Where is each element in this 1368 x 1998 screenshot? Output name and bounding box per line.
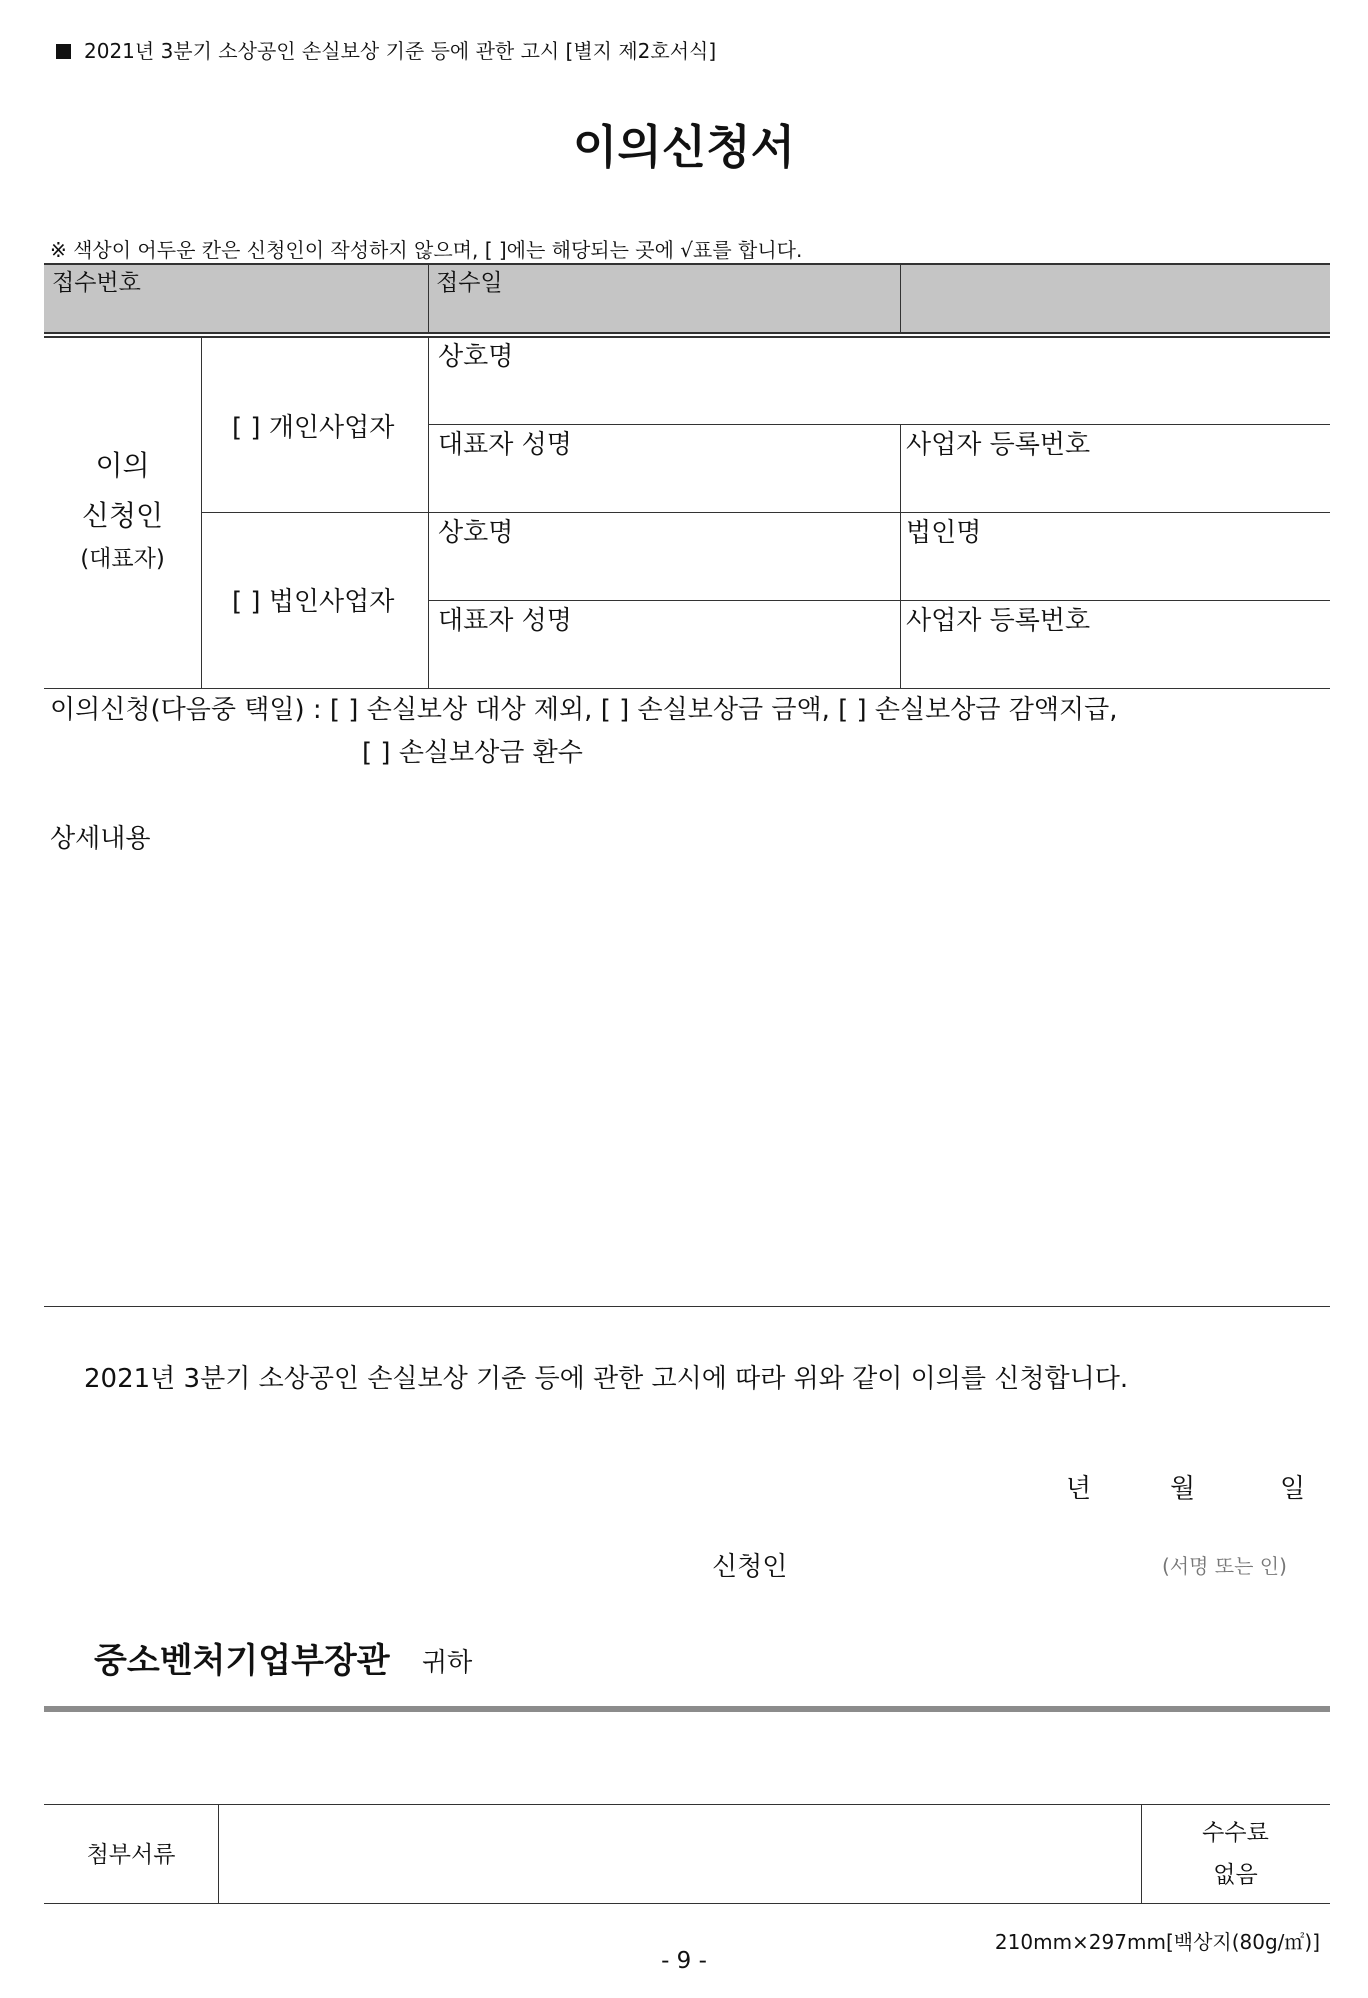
- receipt-bottom-border: [44, 332, 1330, 334]
- fee-label: 수수료: [1202, 1820, 1269, 1846]
- corporate-business-checkbox[interactable]: [ ] 법인사업자: [232, 587, 395, 617]
- signature-note: (서명 또는 인): [1162, 1554, 1287, 1578]
- page-title: 이의신청서: [572, 120, 796, 174]
- applicant-bottom-border: [44, 688, 1330, 689]
- date-day: 일: [1280, 1474, 1306, 1504]
- applicant-col-divider-2: [428, 337, 429, 689]
- corporate-mid-border: [428, 600, 1330, 601]
- details-label: 상세내용: [50, 824, 151, 854]
- receipt-number-label: 접수번호: [52, 270, 141, 296]
- details-bottom-border: [44, 1306, 1330, 1307]
- instruction-note: ※ 색상이 어두운 칸은 신청인이 작성하지 않으며, [ ]에는 해당되는 곳에 √표를 합니다.: [50, 238, 803, 262]
- individual-rep-name-label: 대표자 성명: [438, 430, 572, 460]
- section-thick-divider: [44, 1706, 1330, 1712]
- attachments-divider-2: [1141, 1804, 1142, 1903]
- individual-mid-border: [428, 424, 1330, 425]
- form-caption: 2021년 3분기 소상공인 손실보상 기준 등에 관한 고시 [별지 제2호서식]: [84, 39, 717, 63]
- applicant-col-divider-1: [201, 337, 202, 689]
- attachments-top-border: [44, 1804, 1330, 1805]
- addressee-name: 중소벤처기업부장관: [94, 1641, 390, 1681]
- receipt-date-label: 접수일: [436, 270, 503, 296]
- receipt-divider-1: [428, 264, 429, 332]
- date-month: 월: [1170, 1474, 1196, 1504]
- objection-options-line2[interactable]: [ ] 손실보상금 환수: [362, 738, 583, 768]
- fee-value: 없음: [1213, 1862, 1258, 1888]
- applicant-top-border: [44, 336, 1330, 338]
- individual-business-checkbox[interactable]: [ ] 개인사업자: [232, 413, 395, 443]
- applicant-label-line1: 이의: [95, 449, 150, 482]
- receipt-row-bg: [44, 264, 1330, 332]
- signer-label: 신청인: [712, 1552, 788, 1582]
- date-year: 년: [1066, 1474, 1092, 1504]
- addressee-suffix: 귀하: [422, 1648, 473, 1678]
- individual-reg-number-label: 사업자 등록번호: [906, 430, 1091, 460]
- individual-business-name-label: 상호명: [438, 342, 514, 372]
- objection-options-line1[interactable]: 이의신청(다음중 택일) : [ ] 손실보상 대상 제외, [ ] 손실보상금 금액, [ ] 손실보상금 감액지급,: [50, 695, 1118, 725]
- page-number: - 9 -: [661, 1948, 707, 1974]
- corporate-business-name-label: 상호명: [438, 518, 514, 548]
- declaration-text: 2021년 3분기 소상공인 손실보상 기준 등에 관한 고시에 따라 위와 같이 이의를 신청합니다.: [84, 1364, 1129, 1394]
- paper-spec: 210mm×297mm[백상지(80g/㎡)]: [994, 1930, 1320, 1954]
- attachments-divider-1: [218, 1804, 219, 1903]
- corporate-rep-name-label: 대표자 성명: [438, 606, 572, 636]
- corporate-reg-number-label: 사업자 등록번호: [906, 606, 1091, 636]
- table-top-border: [44, 263, 1330, 265]
- header-square-icon: [56, 44, 71, 59]
- individual-row2-divider: [900, 424, 901, 512]
- applicant-label-line2: 신청인: [81, 499, 164, 532]
- attachments-label: 첨부서류: [86, 1842, 176, 1868]
- group-divider: [201, 512, 1330, 513]
- applicant-label-line3: (대표자): [80, 546, 165, 572]
- receipt-divider-2: [900, 264, 901, 332]
- attachments-bottom-border: [44, 1903, 1330, 1904]
- corporate-name-label: 법인명: [906, 518, 982, 548]
